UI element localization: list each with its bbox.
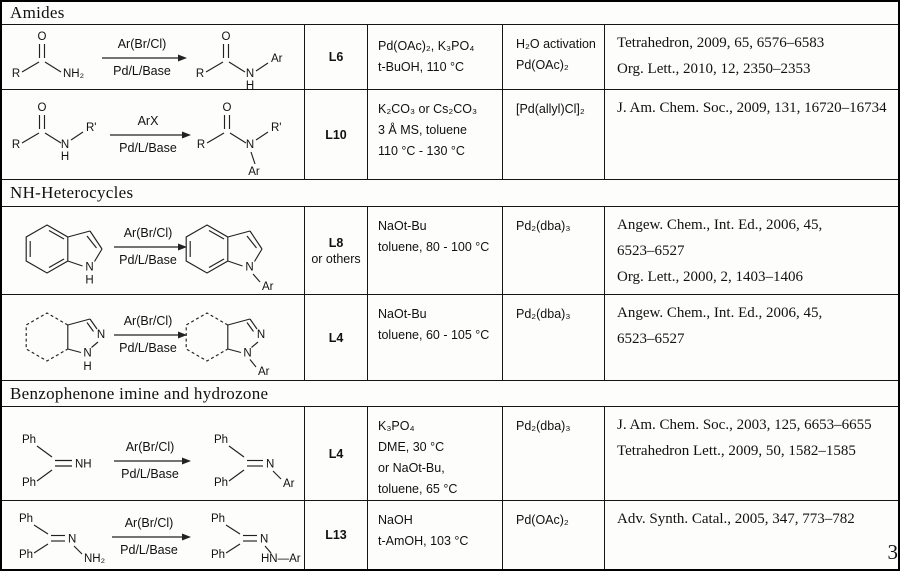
- reagent-label: Ar(Br/Cl): [124, 516, 174, 530]
- section-title: NH-Heterocycles: [10, 183, 134, 202]
- page-number: 3: [887, 540, 898, 564]
- catalyst-cell: [503, 90, 605, 180]
- section-title: Benzophenone imine and hydrozone: [10, 383, 269, 403]
- conditions-cell: [368, 407, 503, 501]
- atom-Ar: Ar: [258, 366, 270, 378]
- ligand-label: L13: [325, 528, 347, 542]
- atom-H: H: [85, 274, 94, 287]
- reaction-table: [2, 2, 898, 569]
- condition-line: DME, 30 °C: [378, 440, 445, 454]
- catalyst-line: [Pd(allyl)Cl]₂: [516, 102, 585, 116]
- condition-line: K₃PO₄: [378, 419, 415, 433]
- atom-R: R: [11, 139, 21, 151]
- atom-N: N: [60, 139, 70, 151]
- catalyst-line: Pd(OAc)₂: [516, 58, 569, 72]
- catalyst-label: Pd/L/Base: [113, 64, 171, 78]
- condition-line: toluene, 60 - 105 °C: [378, 328, 490, 342]
- atom-O: O: [221, 31, 231, 43]
- references-cell: [605, 90, 898, 180]
- atom-N: N: [83, 347, 92, 360]
- catalyst-line: H₂O activation: [516, 37, 596, 51]
- atom-Ph: Ph: [210, 513, 226, 525]
- catalyst-label: Pd/L/Base: [119, 341, 177, 355]
- scheme-cell-secondary-amide: [2, 90, 305, 180]
- references-cell: [605, 25, 898, 90]
- reference-line: Org. Lett., 2010, 12, 2350–2353: [617, 61, 811, 77]
- catalyst-line: Pd₂(dba)₃: [516, 307, 571, 321]
- atom-Ph: Ph: [213, 477, 229, 489]
- ligand-cell: [305, 25, 368, 90]
- condition-line: t-AmOH, 103 °C: [378, 534, 469, 548]
- catalyst-cell: [503, 25, 605, 90]
- ligand-label: L8: [328, 235, 344, 250]
- atom-N: N: [245, 68, 255, 80]
- ligand-label: L4: [328, 330, 344, 345]
- reagent-label: Ar(Br/Cl): [123, 226, 173, 240]
- atom-O: O: [222, 102, 232, 114]
- atom-Ph: Ph: [210, 549, 226, 561]
- catalyst-label: Pd/L/Base: [121, 467, 179, 481]
- atom-Ph: Ph: [21, 434, 37, 446]
- scheme-cell-imine: [2, 407, 305, 501]
- atom-R-prime: R': [86, 122, 97, 134]
- reference-line: Tetrahedron, 2009, 65, 6576–6583: [617, 35, 825, 51]
- condition-line: 3 Å MS, toluene: [378, 123, 467, 137]
- atom-Ph: Ph: [18, 513, 34, 525]
- condition-line: NaOH: [378, 513, 413, 527]
- conditions-cell: [368, 501, 503, 569]
- scheme-primary-amide-svg: [2, 25, 305, 90]
- conditions-cell: [368, 25, 503, 90]
- scheme-secondary-amide-svg: [2, 90, 305, 180]
- catalyst-label: Pd/L/Base: [119, 141, 177, 155]
- atom-N: N: [68, 533, 77, 546]
- atom-N: N: [96, 329, 106, 341]
- scheme-cell-indole: [2, 207, 305, 295]
- conditions-cell: [368, 295, 503, 381]
- atom-Ph: Ph: [21, 477, 37, 489]
- section-title: Amides: [10, 3, 65, 22]
- reagent-label: Ar(Br/Cl): [117, 37, 167, 51]
- ligand-cell: [305, 207, 368, 295]
- ligand-cell: [305, 90, 368, 180]
- scheme-imine-svg: [2, 407, 305, 501]
- atom-O: O: [37, 31, 47, 43]
- catalyst-cell: [503, 295, 605, 381]
- references-cell: [605, 207, 898, 295]
- condition-line: t-BuOH, 110 °C: [378, 60, 465, 74]
- catalyst-cell: [503, 407, 605, 501]
- ligand-label: L6: [328, 50, 344, 64]
- atom-H: H: [83, 361, 92, 373]
- ligand-label: L10: [325, 127, 347, 142]
- section-header-benzophenone: [2, 381, 898, 407]
- atom-Ar: Ar: [262, 281, 274, 293]
- conditions-cell: [368, 207, 503, 295]
- scheme-hydrazone-svg: [2, 501, 305, 569]
- atom-R: R: [11, 68, 21, 80]
- ligand-cell: [305, 407, 368, 501]
- reference-line: J. Am. Chem. Soc., 2003, 125, 6653–6655: [617, 417, 872, 433]
- condition-line: NaOt-Bu: [378, 219, 427, 233]
- references-cell: [605, 501, 898, 569]
- catalyst-label: Pd/L/Base: [120, 543, 178, 557]
- scheme-indole-svg: [2, 207, 305, 295]
- atom-Ar: Ar: [248, 166, 260, 178]
- atom-HN-Ar: HN—Ar: [261, 553, 301, 565]
- atom-N: N: [243, 347, 252, 360]
- condition-line: NaOt-Bu: [378, 307, 427, 321]
- atom-Ar: Ar: [271, 53, 283, 65]
- scheme-indazole-svg: [2, 295, 305, 381]
- section-header-amides: [2, 2, 898, 25]
- catalyst-cell: [503, 501, 605, 569]
- condition-line: 110 °C - 130 °C: [378, 144, 465, 158]
- atom-NH2: NH₂: [84, 553, 106, 565]
- atom-N: N: [266, 458, 275, 471]
- scheme-cell-indazole: [2, 295, 305, 381]
- catalyst-line: Pd(OAc)₂: [516, 513, 569, 527]
- catalyst-cell: [503, 207, 605, 295]
- reference-line: 6523–6527: [617, 243, 685, 259]
- reference-line: Tetrahedron Lett., 2009, 50, 1582–1585: [617, 443, 856, 459]
- scheme-cell-hydrazone: [2, 501, 305, 569]
- atom-N: N: [256, 329, 266, 341]
- atom-N: N: [85, 261, 94, 274]
- catalyst-line: Pd₂(dba)₃: [516, 419, 571, 433]
- condition-line: toluene, 65 °C: [378, 482, 458, 496]
- reference-line: Org. Lett., 2000, 2, 1403–1406: [617, 269, 803, 285]
- reagent-label: ArX: [137, 114, 159, 128]
- atom-R: R: [195, 68, 205, 80]
- ligand-cell: [305, 501, 368, 569]
- atom-O: O: [37, 102, 47, 114]
- references-cell: [605, 295, 898, 381]
- atom-H: H: [60, 151, 70, 163]
- reference-line: 6523–6527: [617, 331, 685, 347]
- atom-NH: NH: [75, 458, 92, 471]
- condition-line: toluene, 80 - 100 °C: [378, 240, 490, 254]
- reagent-label: Ar(Br/Cl): [123, 314, 173, 328]
- atom-NH2: NH₂: [63, 68, 85, 80]
- atom-N: N: [260, 533, 269, 546]
- atom-R-prime: R': [271, 122, 282, 134]
- atom-N: N: [245, 139, 255, 151]
- condition-line: Pd(OAc)₂, K₃PO₄: [378, 39, 475, 53]
- reference-line: Angew. Chem., Int. Ed., 2006, 45,: [617, 217, 823, 233]
- atom-Ph: Ph: [213, 434, 229, 446]
- ligand-note: or others: [311, 251, 361, 266]
- scheme-cell-primary-amide: [2, 25, 305, 90]
- reference-line: Angew. Chem., Int. Ed., 2006, 45,: [617, 305, 823, 321]
- condition-line: or NaOt-Bu,: [378, 461, 445, 475]
- catalyst-line: Pd₂(dba)₃: [516, 219, 571, 233]
- section-header-nh-heterocycles: [2, 180, 898, 207]
- reference-line: Adv. Synth. Catal., 2005, 347, 773–782: [617, 511, 855, 527]
- atom-Ar: Ar: [283, 478, 295, 490]
- reference-line: J. Am. Chem. Soc., 2009, 131, 16720–16734: [617, 100, 887, 116]
- atom-R: R: [196, 139, 206, 151]
- catalyst-label: Pd/L/Base: [119, 253, 177, 267]
- atom-H: H: [245, 80, 255, 90]
- atom-Ph: Ph: [18, 549, 34, 561]
- atom-N: N: [245, 261, 254, 274]
- condition-line: K₂CO₃ or Cs₂CO₃: [378, 102, 478, 116]
- reagent-label: Ar(Br/Cl): [125, 440, 175, 454]
- conditions-cell: [368, 90, 503, 180]
- ligand-label: L4: [328, 446, 344, 461]
- ligand-cell: [305, 295, 368, 381]
- references-cell: [605, 407, 898, 501]
